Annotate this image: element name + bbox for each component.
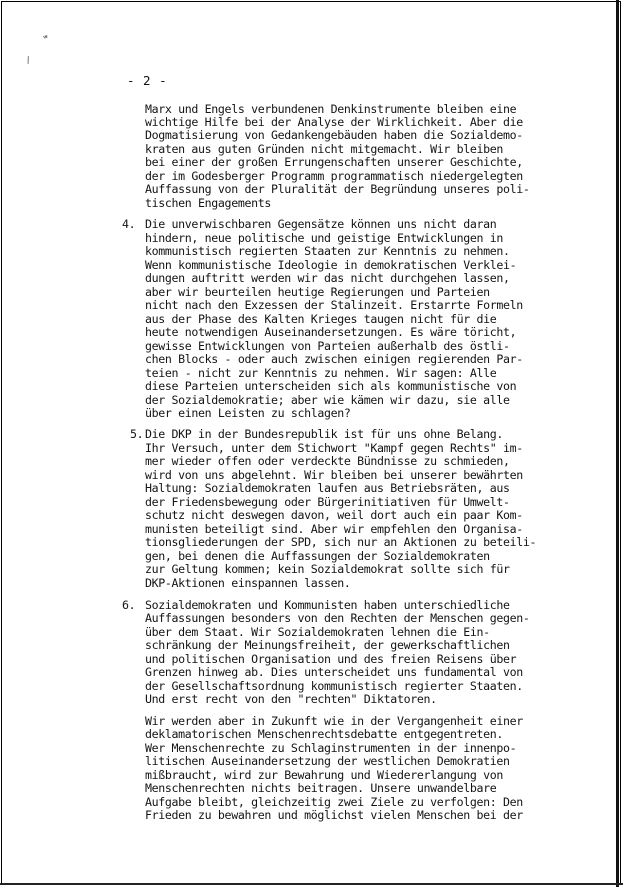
text-line: Sozialdemokraten und Kommunisten haben unterschiedliche xyxy=(145,598,510,612)
text-line: Die DKP in der Bundesrepublik ist für uns ohne Belang. xyxy=(145,427,504,441)
text-line: Ihr Versuch, unter dem Stichwort "Kampf gegen Rechts" im- xyxy=(145,441,523,455)
text-line: Grenzen hinweg ab. Dies unterscheidet uns fundamental von xyxy=(145,665,523,679)
text-line: Auffassung von der Pluralität der Begründung unseres poli- xyxy=(145,182,530,196)
text-line: chen Blocks - oder auch zwischen einigen regierenden Par- xyxy=(145,352,523,366)
text-line: heute notwendigen Auseinandersetzungen. Es wäre töricht, xyxy=(145,325,517,339)
text-line: Aufgabe bleibt, gleichzeitig zwei Ziele zu verfolgen: Den xyxy=(145,795,523,809)
text-line: kommunistisch regierten Staaten zur Kenntnis zu nehmen. xyxy=(145,244,510,258)
text-line: tischen Engagements xyxy=(145,196,271,210)
text-line: bei einer der großen Errungenschaften unserer Geschichte, xyxy=(145,155,523,169)
text-line: gen, bei denen die Auffassungen der Sozialdemokraten xyxy=(145,549,490,563)
text-line: diese Parteien unterscheiden sich als kommunistische von xyxy=(145,379,517,393)
section-number: 4. xyxy=(122,217,136,231)
text-line: dungen auftritt werden wir das nicht durchgehen lassen, xyxy=(145,271,510,285)
text-line: Auffassungen besonders von den Rechten der Menschen gegen- xyxy=(145,611,530,625)
section-number: 6. xyxy=(122,598,136,612)
scan-speck: ⁄ xyxy=(25,56,32,66)
text-line: gewisse Entwicklungen von Parteien außerhalb des östli- xyxy=(145,339,510,353)
text-line: schränkung der Meinungsfreiheit, der gewerkschaftlichen xyxy=(145,638,510,652)
text-line: Marx und Engels verbundenen Denkinstrumente bleiben eine xyxy=(145,102,517,116)
text-line: nicht nach den Exzessen der Stalinzeit. Erstarrte Formeln xyxy=(145,298,523,312)
text-line: munisten beteiligt sind. Aber wir empfehlen den Organisa- xyxy=(145,522,523,536)
text-line: Dogmatisierung von Gedankengebäuden haben die Sozialdemo- xyxy=(145,128,523,142)
scan-speck: ʷ xyxy=(42,33,51,45)
text-line: schutz nicht deswegen davon, weil dort auch ein paar Kom- xyxy=(145,508,523,522)
text-line: Haltung: Sozialdemokraten laufen aus Betriebsräten, aus xyxy=(145,481,510,495)
text-line: Wir werden aber in Zukunft wie in der Vergangenheit einer xyxy=(145,714,523,728)
text-line: der Friedensbewegung oder Bürgerinitiativen für Umwelt- xyxy=(145,495,510,509)
text-line: der Gesellschaftsordnung kommunistisch regierter Staaten. xyxy=(145,679,523,693)
text-line: mißbraucht, wird zur Bewahrung und Wiedererlangung von xyxy=(145,768,504,782)
text-line: Wer Menschenrechte zu Schlaginstrumenten in der innenpo- xyxy=(145,741,517,755)
text-line: der im Godesberger Programm programmatisch niedergelegten xyxy=(145,169,523,183)
text-line: kraten aus guten Gründen nicht mitgemacht. Wir bleiben xyxy=(145,142,504,156)
text-line: zur Geltung kommen; kein Sozialdemokrat sollte sich für xyxy=(145,562,510,576)
text-line: aber wir beurteilen heutige Regierungen und Parteien xyxy=(145,285,490,299)
text-line: wichtige Hilfe bei der Analyse der Wirklichkeit. Aber die xyxy=(145,115,523,129)
text-line: litischen Auseinandersetzung der westlichen Demokratien xyxy=(145,754,510,768)
text-line: Wenn kommunistische Ideologie in demokratischen Verklei- xyxy=(145,258,517,272)
text-line: über einen Leisten zu schlagen? xyxy=(145,406,351,420)
text-line: wird von uns abgelehnt. Wir bleiben bei unserer bewährten xyxy=(145,468,523,482)
text-line: hindern, neue politische und geistige Entwicklungen in xyxy=(145,231,504,245)
text-line: und politischen Organisation und des freien Reisens über xyxy=(145,652,517,666)
text-line: aus der Phase des Kalten Krieges taugen nicht für die xyxy=(145,312,497,326)
text-line: deklamatorischen Menschenrechtsdebatte entgegentreten. xyxy=(145,727,504,741)
section-number: 5. xyxy=(130,427,144,441)
text-line: mer wieder offen oder verdeckte Bündnisse zu schmieden, xyxy=(145,454,510,468)
text-line: Frieden zu bewahren und möglichst vielen Menschen bei der xyxy=(145,808,523,822)
text-line: DKP-Aktionen einspannen lassen. xyxy=(145,576,351,590)
page-number: - 2 - xyxy=(127,73,168,88)
text-line: Die unverwischbaren Gegensätze können uns nicht daran xyxy=(145,217,497,231)
text-line: der Sozialdemokratie; aber wie kämen wir dazu, sie alle xyxy=(145,393,510,407)
text-line: Menschenrechten nichts beitragen. Unsere unwandelbare xyxy=(145,781,497,795)
text-line: tionsgliederungen der SPD, sich nur an Aktionen zu beteili- xyxy=(145,535,537,549)
text-line: teien - nicht zur Kenntnis zu nehmen. Wir sagen: Alle xyxy=(145,366,497,380)
text-line: Und erst recht von den "rechten" Diktatoren. xyxy=(145,692,437,706)
text-line: über dem Staat. Wir Sozialdemokraten lehnen die Ein- xyxy=(145,625,490,639)
